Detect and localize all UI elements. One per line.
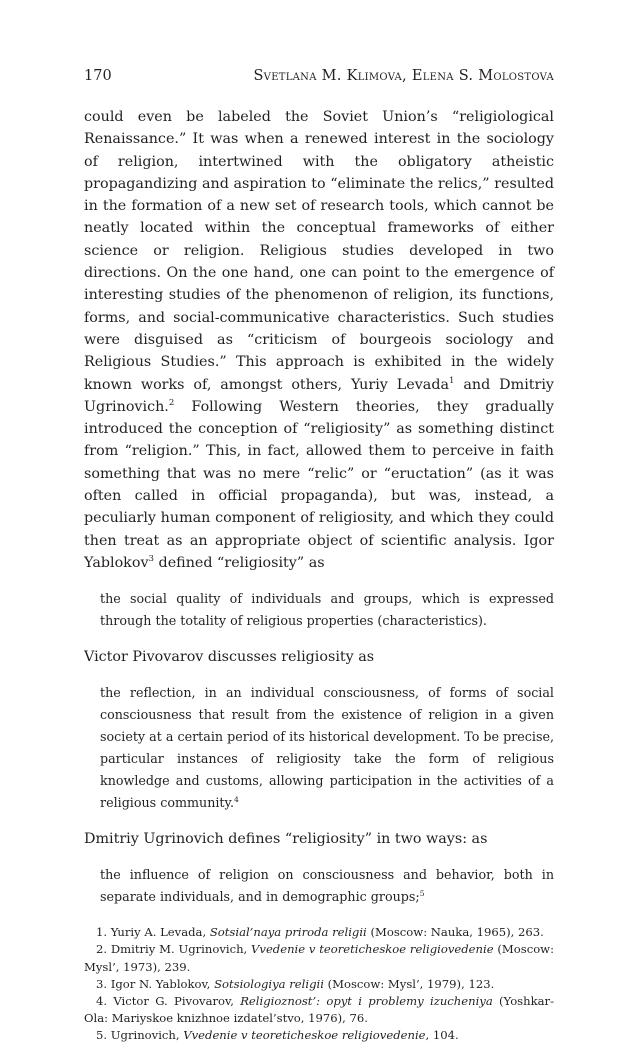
footnote-title: Vvedenie v teoreticheskoe religiovedenie (183, 1028, 426, 1043)
footnote (84, 976, 554, 993)
footnote (84, 941, 554, 975)
main-paragraph-part-2: and Dmitriy Ugrinovich. (84, 376, 554, 415)
quote-text: the influence of religion on consciousness and behavior, both in separate individuals, and in demographic groups; (100, 867, 554, 905)
footnote-number: 5. (96, 1028, 108, 1043)
footnote-title: Sotsial’naya priroda religii (209, 925, 367, 940)
footnote-author: Yuriy A. Levada, (110, 925, 210, 940)
footnote-title: Sotsiologiya religii (214, 976, 324, 991)
footnote-number: 1. (96, 925, 108, 940)
footnote-author: Ugrinovich, (110, 1028, 184, 1043)
footnote-details: (Moscow: Mysl’, 1973), 239. (84, 942, 555, 974)
running-head: Svetlana M. Klimova, Elena S. Molostova (253, 68, 554, 84)
quote-text: the social quality of individuals and groups, which is expressed through the totality of religious properties (characteristics). (100, 591, 554, 629)
footnote-details: (Moscow: Mysl’, 1979), 123. (323, 976, 495, 991)
footnote-author: Dmitriy M. Ugrinovich, (110, 942, 252, 957)
footnote (84, 924, 554, 941)
footnote-number: 4. (96, 994, 108, 1009)
footnote-ref-3[interactable]: 3 (148, 554, 154, 565)
main-paragraph-part-3: Following Western theories, they gradually introduced the conception of “religiosity” as something distinct from “religion.” This, in fact, allowed them to perceive in faith something that was no mere “relic” or “eructation” (as it was often called in official propaganda), but was, instead, a peculiarly human component of religiosity, and which they could then treat as an appropriate object of scientific analysis. Igor Yablokov (84, 398, 554, 571)
block-quote-pivovarov (100, 682, 554, 814)
footnote-title: Vvedenie v teoreticheskoe religiovedenie (251, 942, 494, 957)
footnote-author: Igor N. Yablokov, (110, 976, 215, 991)
footnotes (84, 924, 554, 1044)
footnote-details: , 104. (425, 1028, 459, 1043)
main-paragraph (84, 106, 554, 574)
block-quote-yablokov (100, 588, 554, 632)
footnote (84, 993, 554, 1027)
block-quote-ugrinovich (100, 864, 554, 908)
footnote-number: 2. (96, 942, 108, 957)
footnote-author: Victor G. Pivovarov, (113, 994, 241, 1009)
intro-ugrinovich: Dmitriy Ugrinovich defines “religiosity” in two ways: as (84, 831, 488, 848)
footnote-ref-5[interactable]: 5 (419, 889, 425, 898)
footnote-ref-4[interactable]: 4 (234, 795, 239, 804)
footnote-ref-1[interactable]: 1 (449, 375, 455, 386)
footnote (84, 1027, 554, 1044)
quote-text: the reflection, in an individual consciousness, of forms of social consciousness that result from the existence of religion in a given society at a certain period of its historical development. To be precise, particular instances of religiosity take the form of religious knowledge and customs, allowing participation in the activities of a religious community. (100, 685, 554, 811)
intro-pivovarov: Victor Pivovarov discusses religiosity as (84, 649, 375, 666)
footnote-details: (Moscow: Nauka, 1965), 263. (366, 925, 544, 940)
footnote-number: 3. (96, 976, 108, 991)
footnote-details: (Yoshkar-Ola: Mariyskoe knizhnoe izdatel’stvo, 1976), 76. (84, 994, 554, 1026)
page-number: 170 (84, 68, 112, 84)
main-paragraph-part-1: could even be labeled the Soviet Union’s “religiological Renaissance.” It was when a renewed interest in the sociology of religion, intertwined with the obligatory atheistic propagandizing and aspiration to “eliminate the relics,” resulted in the formation of a new set of research tools, which cannot be neatly located within the conceptual frameworks of either science or religion. Religious studies developed in two directions. On the one hand, one can point to the emergence of interesting studies of the phenomenon of religion, its functions, forms, and social-communicative characteristics. Such studies were disguised as “criticism of bourgeois sociology and Religious Studies.” This approach is exhibited in the widely known works of, amongst others, Yuriy Levada (84, 109, 554, 393)
main-paragraph-part-4: defined “religiosity” as (154, 554, 325, 571)
footnote-ref-2[interactable]: 2 (168, 398, 175, 409)
page-header (84, 68, 554, 84)
footnote-title: Religioznost’: opyt i problemy izucheniya (240, 994, 493, 1009)
